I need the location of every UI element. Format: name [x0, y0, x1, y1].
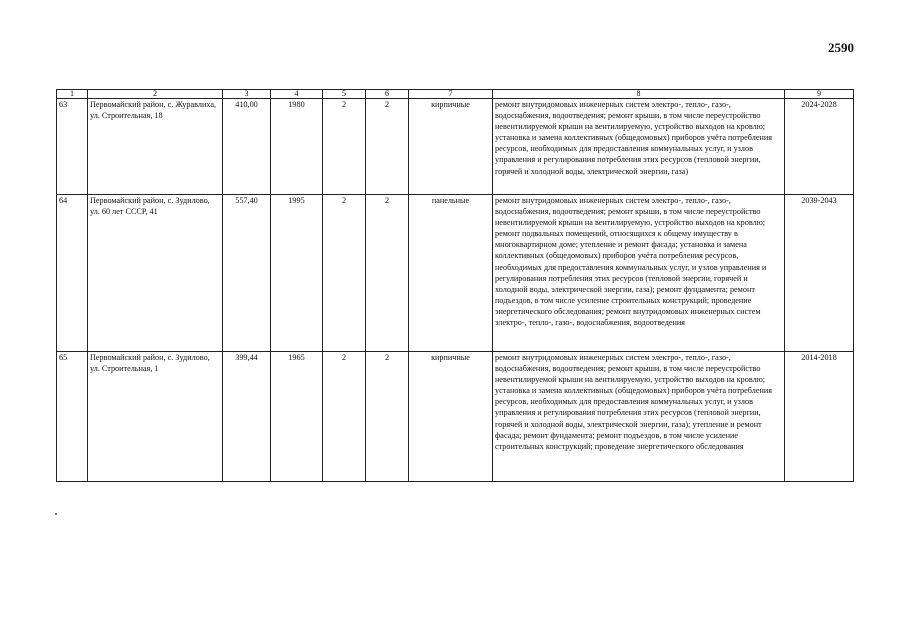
page-number: 2590 — [828, 40, 854, 55]
address-cell: Первомайский район, с. Зудилово, ул. 60 лет СССР, 41 — [88, 195, 223, 352]
column-number: 1 — [57, 90, 88, 99]
works-cell: ремонт внутридомовых инженерных систем электро-, тепло-, газо-, водоснабжения, водоотведения; ремонт крыши, в том числе переустройство невентилируемой крыши на вентилируемую, устройство выходов на кровлю; установка и замена коллективных (общедомовых) приборов учёта потребления ресурсов, необходимых для предоставления коммунальных услуг, и узлов управления и регулирования потребления этих ресурсов (тепловой энергии, горячей и холодной воды, электрической энергии, газа) — [493, 99, 785, 195]
entrances-cell: 2 — [366, 352, 409, 482]
capital-repair-table — [56, 89, 854, 482]
floors-cell: 2 — [323, 352, 366, 482]
row-number: 64 — [57, 195, 88, 352]
table-header-row — [57, 90, 854, 99]
area-cell: 399,44 — [223, 352, 271, 482]
floors-cell: 2 — [323, 195, 366, 352]
row-number: 65 — [57, 352, 88, 482]
address-cell: Первомайский район, с. Журавлиха, ул. Строительная, 18 — [88, 99, 223, 195]
floors-cell: 2 — [323, 99, 366, 195]
works-cell: ремонт внутридомовых инженерных систем электро-, тепло-, газо-, водоснабжения, водоотведения; ремонт крыши, в том числе переустройство невентилируемой крыши на вентилируемую, устройство выходов на кровлю; ремонт подвальных помещений, относящихся к общему имуществу в многоквартирном доме; утепление и ремонт фасада; установка и замена коллективных (общедомовых) приборов учёта потребления ресурсов, необходимых для предоставления коммунальных услуг, и узлов управления и регулирования потребления этих ресурсов (тепловой энергии, горячей и холодной воды, электрической энергии, газа); ремонт фундамента; ремонт подъездов, в том числе усиление строительных конструкций; проведение энергетического обследования; ремонт внутридомовых инженерных систем электро-, тепло-, газо-, водоснабжения, водоотведения — [493, 195, 785, 352]
works-cell: ремонт внутридомовых инженерных систем электро-, тепло-, газо-, водоснабжения, водоотведения; ремонт крыши, в том числе переустройство невентилируемой крыши на вентилируемую, устройство выходов на кровлю; установка и замена коллективных (общедомовых) приборов учёта потребления ресурсов, необходимых для предоставления коммунальных услуг, и узлов управления и регулирования потребления этих ресурсов (тепловой энергии, горячей и холодной воды, электрической энергии, газа); утепление и ремонт фасада; ремонт фундамента; ремонт подъездов, в том числе усиление строительных конструкций; проведение энергетического обследования — [493, 352, 785, 482]
table-row — [57, 99, 854, 195]
column-number: 7 — [409, 90, 493, 99]
wall-material-cell: кирпичные — [409, 352, 493, 482]
address-cell: Первомайский район, с. Зудилово, ул. Строительная, 1 — [88, 352, 223, 482]
area-cell: 410,00 — [223, 99, 271, 195]
column-number: 8 — [493, 90, 785, 99]
scan-speck — [55, 513, 57, 515]
period-cell: 2039-2043 — [785, 195, 854, 352]
table-row — [57, 195, 854, 352]
year-cell: 1980 — [271, 99, 323, 195]
column-number: 6 — [366, 90, 409, 99]
period-cell: 2014-2018 — [785, 352, 854, 482]
column-number: 5 — [323, 90, 366, 99]
column-number: 3 — [223, 90, 271, 99]
entrances-cell: 2 — [366, 195, 409, 352]
column-number: 9 — [785, 90, 854, 99]
row-number: 63 — [57, 99, 88, 195]
table-row — [57, 352, 854, 482]
wall-material-cell: кирпичные — [409, 99, 493, 195]
column-number: 4 — [271, 90, 323, 99]
entrances-cell: 2 — [366, 99, 409, 195]
year-cell: 1965 — [271, 352, 323, 482]
period-cell: 2024-2028 — [785, 99, 854, 195]
area-cell: 557,40 — [223, 195, 271, 352]
column-number: 2 — [88, 90, 223, 99]
wall-material-cell: панельные — [409, 195, 493, 352]
year-cell: 1995 — [271, 195, 323, 352]
